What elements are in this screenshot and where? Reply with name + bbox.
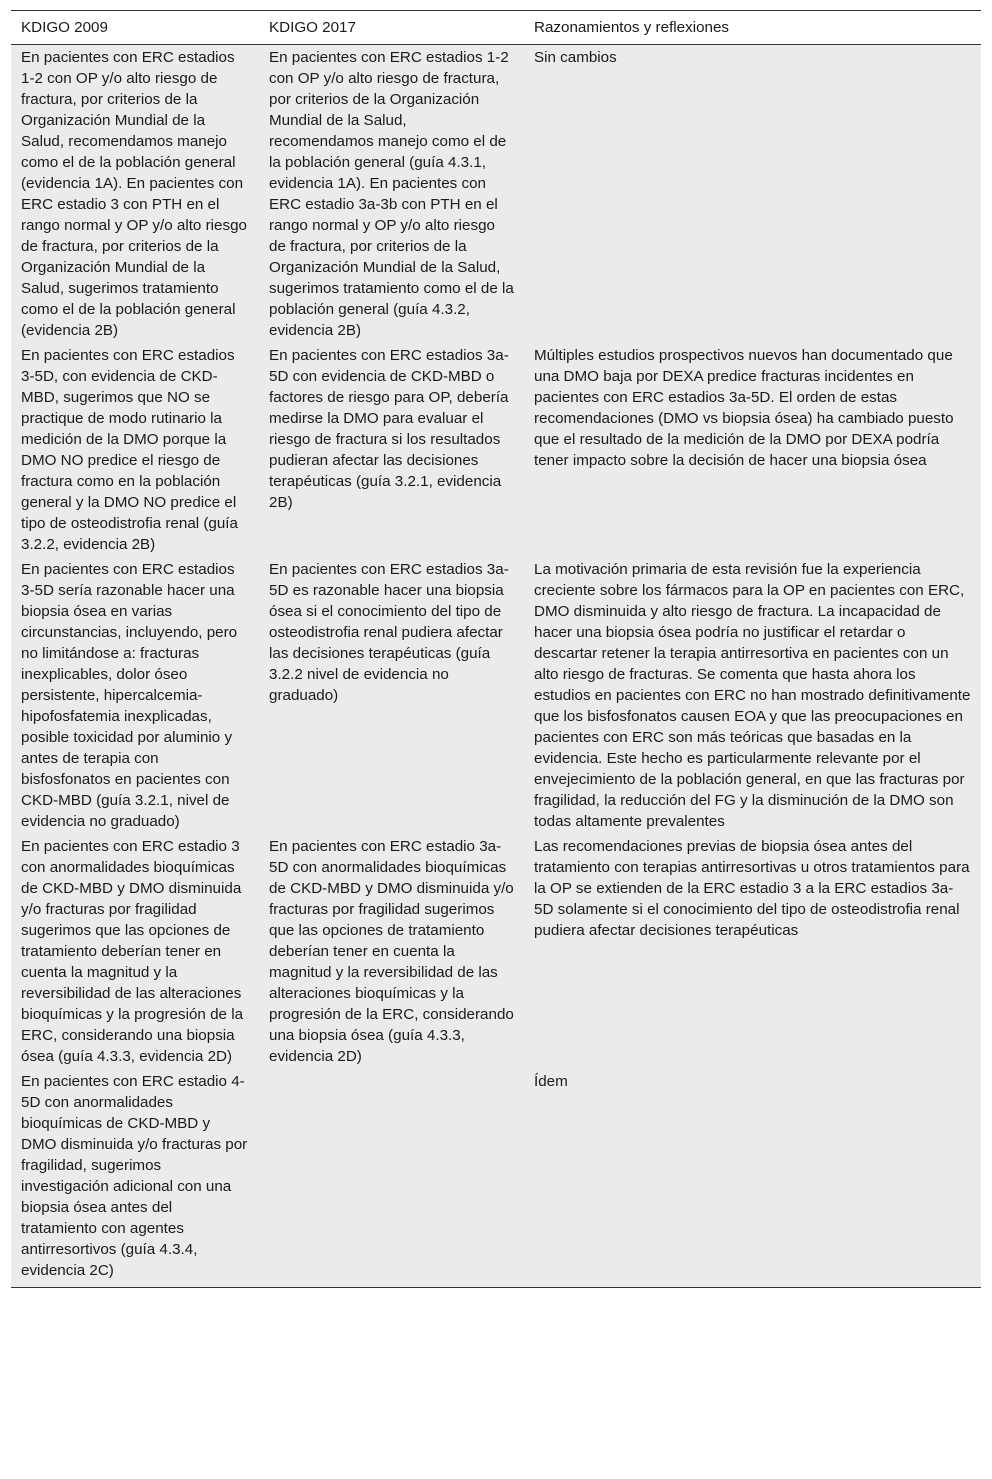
kdigo-comparison-table-wrap — [11, 10, 981, 1288]
header-razonamientos: Razonamientos y reflexiones — [534, 19, 730, 36]
cell-razonamientos: Sin cambios — [534, 49, 617, 66]
cell-kdigo-2017 — [259, 1069, 524, 1288]
cell-kdigo-2017: En pacientes con ERC estadios 3a-5D es razonable hacer una biopsia ósea si el conocimiento del tipo de osteodistrofia renal pudiera afectar las decisiones terapéuticas (guía 3.2.2 nivel de evidencia no graduado) — [269, 561, 509, 704]
cell-kdigo-2009: En pacientes con ERC estadios 1-2 con OP y/o alto riesgo de fractura, por criterios de la Organización Mundial de la Salud, recomendamos manejo como el de la población general (evidencia 1A). En pacientes con ERC estadio 3 con PTH en el rango normal y OP y/o alto riesgo de fractura, por criterios de la Organización Mundial de la Salud, sugerimos tratamiento como el de la población general (evidencia 2B) — [21, 49, 247, 339]
table-row — [11, 557, 981, 834]
table-body — [11, 45, 981, 1288]
header-kdigo-2009: KDIGO 2009 — [21, 19, 108, 36]
cell-kdigo-2009: En pacientes con ERC estadios 3-5D sería razonable hacer una biopsia ósea en varias circunstancias, incluyendo, pero no limitándose a: fracturas inexplicables, dolor óseo persistente, hipercalcemia-hipofosfatemia inexplicadas, posible toxicidad por aluminio y antes de terapia con bisfosfonatos en pacientes con CKD-MBD (guía 3.2.1, nivel de evidencia no graduado) — [21, 561, 238, 830]
table-row — [11, 343, 981, 557]
cell-razonamientos: Múltiples estudios prospectivos nuevos han documentado que una DMO baja por DEXA predice fracturas incidentes en pacientes con ERC estadios 3a-5D. El orden de estas recomendaciones (DMO vs biopsia ósea) ha cambiado puesto que el resultado de la medición de la DMO por DEXA podría tener impacto sobre la decisión de hacer una biopsia ósea — [534, 347, 954, 469]
table-row — [11, 1069, 981, 1288]
table-row — [11, 834, 981, 1069]
cell-kdigo-2017: En pacientes con ERC estadios 3a-5D con evidencia de CKD-MBD o factores de riesgo para OP, debería medirse la DMO para evaluar el riesgo de fractura si los resultados pudieran afectar las decisiones terapéuticas (guía 3.2.1, evidencia 2B) — [269, 347, 509, 511]
cell-razonamientos: La motivación primaria de esta revisión fue la experiencia creciente sobre los fármacos para la OP en pacientes con ERC, DMO disminuida y alto riesgo de fractura. La incapacidad de hacer una biopsia ósea podría no justificar el retardar o descartar retener la terapia antirresortiva en pacientes con un alto riesgo de fracturas. Se comenta que hasta ahora los estudios en pacientes con ERC no han mostrado definitivamente que los bisfosfonatos causen EOA y que las preocupaciones en pacientes con ERC son más teóricas que basadas en la evidencia. Este hecho es particularmente relevante por el envejecimiento de la población general, en que las fracturas por fragilidad, la reducción del FG y la disminución de la DMO son todas altamente prevalentes — [534, 561, 971, 830]
cell-kdigo-2009: En pacientes con ERC estadio 3 con anormalidades bioquímicas de CKD-MBD y DMO disminuida y/o fracturas por fragilidad sugerimos que las opciones de tratamiento deberían tener en cuenta la magnitud y la reversibilidad de las alteraciones bioquímicas y la progresión de la ERC, considerando una biopsia ósea (guía 4.3.3, evidencia 2D) — [21, 838, 244, 1065]
cell-kdigo-2017: En pacientes con ERC estadio 3a-5D con anormalidades bioquímicas de CKD-MBD y DMO disminuida y/o fracturas por fragilidad sugerimos que las opciones de tratamiento deberían tener en cuenta la magnitud y la reversibilidad de las alteraciones bioquímicas y la progresión de la ERC, considerando una biopsia ósea (guía 4.3.3, evidencia 2D) — [269, 838, 514, 1065]
cell-kdigo-2009: En pacientes con ERC estadios 3-5D, con evidencia de CKD-MBD, sugerimos que NO se practique de modo rutinario la medición de la DMO porque la DMO NO predice el riesgo de fractura como en la población general y la DMO NO predice el tipo de osteodistrofia renal (guía 3.2.2, evidencia 2B) — [21, 347, 238, 553]
header-row — [11, 11, 981, 45]
table-row — [11, 45, 981, 344]
cell-razonamientos: Ídem — [534, 1073, 568, 1090]
kdigo-comparison-table — [11, 10, 981, 1288]
cell-kdigo-2009: En pacientes con ERC estadio 4-5D con anormalidades bioquímicas de CKD-MBD y DMO disminuida y/o fracturas por fragilidad, sugerimos investigación adicional con una biopsia ósea antes del tratamiento con agentes antirresortivos (guía 4.3.4, evidencia 2C) — [21, 1073, 248, 1279]
cell-kdigo-2017: En pacientes con ERC estadios 1-2 con OP y/o alto riesgo de fractura, por criterios de la Organización Mundial de la Salud, recomendamos manejo como el de la población general (guía 4.3.1, evidencia 1A). En pacientes con ERC estadio 3a-3b con PTH en el rango normal y OP y/o alto riesgo de fractura, por criterios de la Organización Mundial de la Salud, sugerimos tratamiento como el de la población general (guía 4.3.2, evidencia 2B) — [269, 49, 514, 339]
cell-razonamientos: Las recomendaciones previas de biopsia ósea antes del tratamiento con terapias antirresortivas u otros tratamientos para la OP se extienden de la ERC estadio 3 a la ERC estadios 3a-5D solamente si el conocimiento del tipo de osteodistrofia renal pudiera afectar decisiones terapéuticas — [534, 838, 970, 939]
table-header — [11, 11, 981, 45]
header-kdigo-2017: KDIGO 2017 — [269, 19, 356, 36]
